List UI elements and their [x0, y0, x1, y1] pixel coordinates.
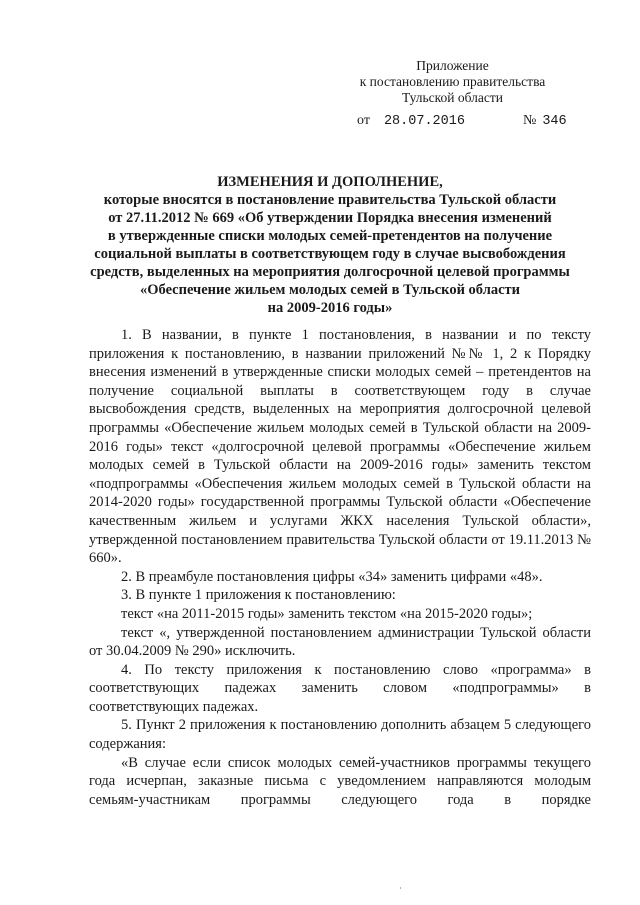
paragraph: 4. По тексту приложения к постановлению слово «программа» в соответствующих падежах заменить словом «подпрограммы» в соответствующих падежах.: [89, 661, 591, 715]
title-line: на 2009-2016 годы»: [267, 300, 393, 316]
number-label: №: [522, 113, 537, 128]
title-line: «Обеспечение жильем молодых семей в Тульской области: [139, 282, 520, 298]
from-label: от: [357, 113, 370, 128]
annex-line: к постановлению правительства: [359, 74, 546, 89]
document-number: 346: [542, 114, 567, 129]
title-line: социальной выплаты в соответствующем году в случае высвобождения: [94, 246, 566, 262]
paragraph: 5. Пункт 2 приложения к постановлению дополнить абзацем 5 следующего содержания:: [89, 717, 591, 753]
annex-header: [345, 58, 560, 106]
paragraph: 3. В пункте 1 приложения к постановлению:: [121, 587, 396, 604]
title-heading: ИЗМЕНЕНИЯ И ДОПОЛНЕНИЕ,: [217, 174, 443, 190]
paragraph: «В случае если список молодых семей-участников программы текущего года исчерпан, заказные письма с уведомлением направляются молодым семьям-участникам программы следующего года в порядке: [89, 754, 591, 808]
document-title: [70, 173, 590, 317]
paragraph: 1. В названии, в пункте 1 постановления, в названии и по тексту приложения к постановлению, в названии приложений №№ 1, 2 к Порядку внесения изменений в утвержденные списки молодых семей – претендентов на получение социальной выплаты в соответствующем году в случае высвобождения средств, выделенных на мероприятия долгосрочной целевой программы «Обеспечение жильем молодых семей в Тульской области на 2009-2016 годы» текст «долгосрочной целевой программы «Обеспечение жильем молодых семей в Тульской области на 2009-2016 годы» заменить текстом «подпрограммы «Обеспечения жильем молодых семей в Тульской области на 2014-2020 годы» государственной программы Тульской области «Обеспечение качественным жильем и услугами ЖКХ населения Тульской области», утвержденной постановлением правительства Тульской области от 19.11.2013 № 660».: [89, 327, 591, 567]
paragraph: 2. В преамбуле постановления цифры «34» заменить цифрами «48».: [121, 568, 543, 585]
title-line: средств, выделенных на мероприятия долгосрочной целевой программы: [90, 264, 570, 280]
document-body: [89, 326, 591, 809]
document-date: 28.07.2016: [383, 114, 465, 129]
paragraph: текст «, утвержденной постановлением администрации Тульской области от 30.04.2009 № 290» исключить.: [89, 624, 591, 660]
title-line: в утвержденные списки молодых семей-претендентов на получение: [107, 228, 553, 244]
annex-line: Приложение: [416, 58, 489, 73]
annex-line: Тульской области: [402, 90, 503, 105]
paragraph: текст «на 2011-2015 годы» заменить текстом «на 2015-2020 годы»;: [121, 605, 533, 622]
title-line: которые вносятся в постановление правительства Тульской области: [103, 192, 557, 208]
registration-line: [357, 113, 567, 129]
title-line: от 27.11.2012 № 669 «Об утверждении Порядка внесения изменений: [108, 210, 552, 226]
scan-speck: ·: [399, 884, 402, 893]
